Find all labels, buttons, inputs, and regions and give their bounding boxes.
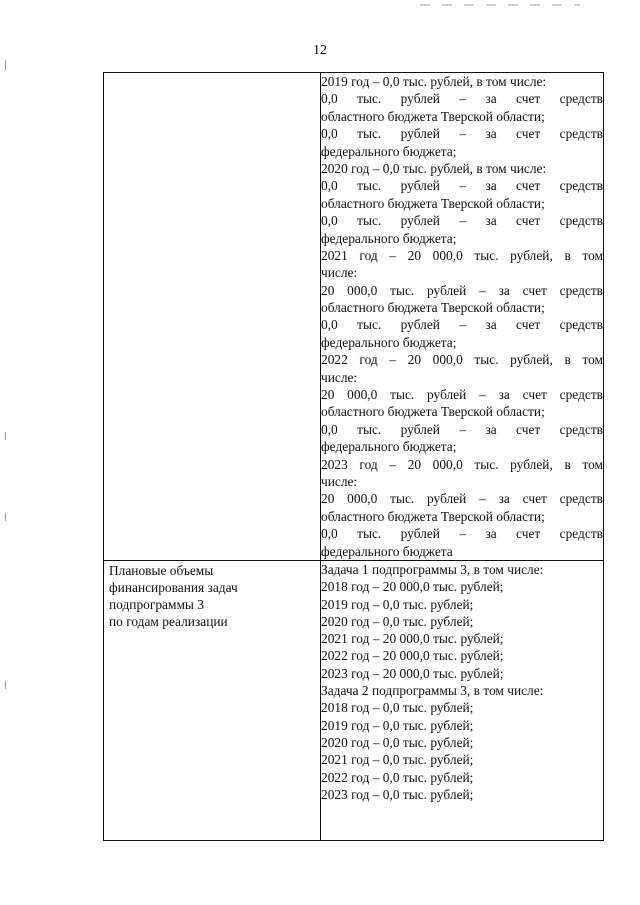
text-line: числе: (321, 369, 358, 385)
text-line: 2023 год – 20 000,0 тыс. рублей; (321, 665, 504, 681)
text-line: областного бюджета Тверской области; (321, 108, 545, 124)
text-line: федерального бюджета; (321, 230, 457, 246)
text-line: 2019 год – 0,0 тыс. рублей; (321, 717, 474, 733)
text-line: 20 000,0 тыс. рублей – за счет средств (321, 387, 603, 403)
margin-mark (5, 681, 6, 689)
text-line: 2018 год – 20 000,0 тыс. рублей; (321, 579, 504, 595)
text-line: федерального бюджета; (321, 334, 457, 350)
text-line: 2019 год – 0,0 тыс. рублей, в том числе: (321, 74, 547, 89)
text-line: 2022 год – 20 000,0 тыс. рублей; (321, 648, 504, 664)
table-row (104, 73, 604, 561)
text-line: 2018 год – 0,0 тыс. рублей; (321, 700, 474, 716)
row1-left-text (104, 73, 320, 74)
margin-mark (5, 60, 6, 70)
text-line: 2019 год – 0,0 тыс. рублей; (321, 596, 474, 612)
text-line: 2020 год – 0,0 тыс. рублей; (321, 734, 474, 750)
text-line: Задача 1 подпрограммы 3, в том числе: (321, 561, 544, 577)
row2-left-text: Плановые объемы финансирования задач подпрограммы 3 по годам реализации (109, 562, 238, 629)
text-line: Задача 2 подпрограммы 3, в том числе: (321, 683, 544, 699)
row1-left-cell (104, 73, 321, 561)
text-line: 2023 год – 0,0 тыс. рублей; (321, 786, 474, 802)
text-line: 0,0 тыс. рублей – за счет средств (321, 317, 603, 333)
text-line: 2022 год – 0,0 тыс. рублей; (321, 769, 474, 785)
row2-left-cell (104, 560, 321, 840)
text-line: 2021 год – 20 000,0 тыс. рублей, в том (321, 247, 603, 263)
text-line: федерального бюджета; (321, 439, 457, 455)
text-line: областного бюджета Тверской области; (321, 300, 545, 316)
page-number: 12 (313, 43, 327, 58)
text-line: 0,0 тыс. рублей – за счет средств (321, 526, 603, 542)
text-line: 2020 год – 0,0 тыс. рублей; (321, 613, 474, 629)
text-line: 2023 год – 20 000,0 тыс. рублей, в том (321, 456, 603, 472)
row2-lines (321, 561, 603, 803)
text-line: 20 000,0 тыс. рублей – за счет средств (321, 282, 603, 298)
budget-table (103, 72, 604, 841)
text-line: 0,0 тыс. рублей – за счет средств (321, 213, 603, 229)
text-line: 0,0 тыс. рублей – за счет средств (321, 126, 603, 142)
text-line: 20 000,0 тыс. рублей – за счет средств (321, 491, 603, 507)
text-line: 0,0 тыс. рублей – за счет средств (321, 91, 603, 107)
row2-right-cell (321, 560, 604, 840)
text-line: 0,0 тыс. рублей – за счет средств (321, 178, 603, 194)
text-line: 2022 год – 20 000,0 тыс. рублей, в том (321, 352, 603, 368)
text-line: 2020 год – 0,0 тыс. рублей, в том числе: (321, 160, 547, 176)
margin-mark (5, 432, 6, 440)
text-line: областного бюджета Тверской области; (321, 404, 545, 420)
text-line: 0,0 тыс. рублей – за счет средств (321, 421, 603, 437)
table-row (104, 560, 604, 840)
text-line: числе: (321, 265, 358, 281)
text-line: областного бюджета Тверской области; (321, 508, 545, 524)
scan-artifact (420, 4, 580, 6)
text-line: областного бюджета Тверской области; (321, 195, 545, 211)
text-line: федерального бюджета; (321, 143, 457, 159)
text-line: 2021 год – 20 000,0 тыс. рублей; (321, 631, 504, 647)
text-line: 2021 год – 0,0 тыс. рублей; (321, 752, 474, 768)
row1-lines (321, 73, 603, 560)
text-line: числе: (321, 473, 358, 489)
row1-right-cell (321, 73, 604, 561)
text-line: федерального бюджета (321, 543, 453, 559)
margin-mark (5, 513, 6, 521)
